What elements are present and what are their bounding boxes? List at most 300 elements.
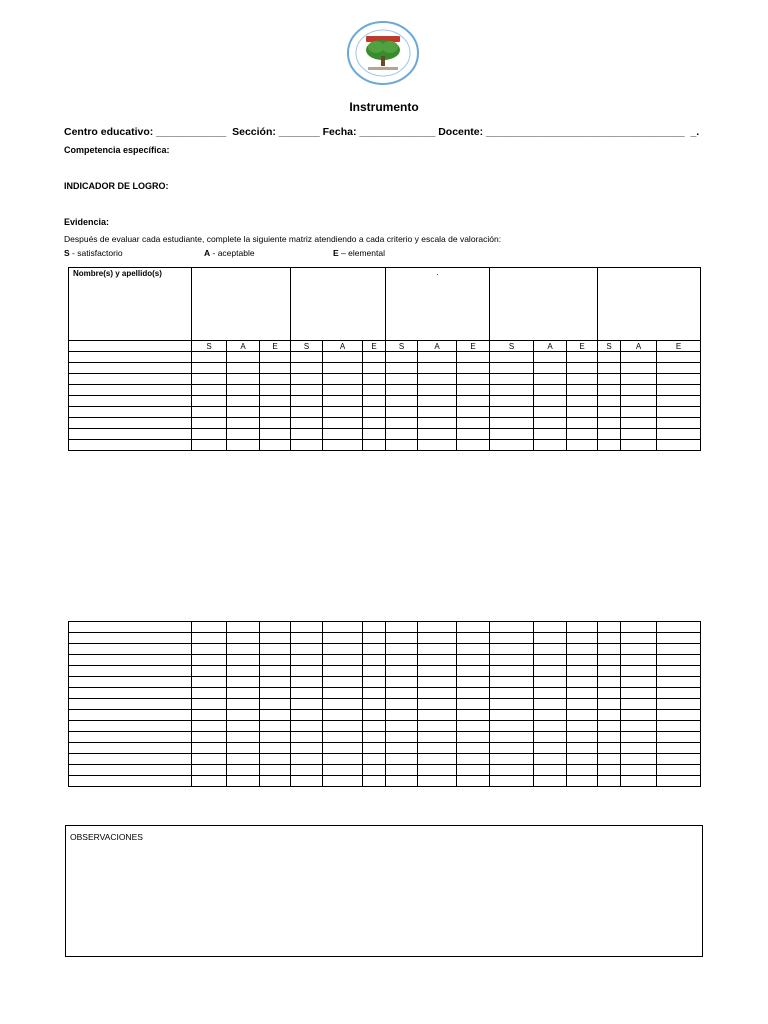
score-cell[interactable] [291, 429, 323, 440]
score-cell[interactable] [598, 666, 621, 677]
score-cell[interactable] [227, 429, 260, 440]
score-cell[interactable] [490, 732, 534, 743]
score-cell[interactable] [363, 655, 386, 666]
score-cell[interactable] [260, 732, 291, 743]
name-cell[interactable] [69, 688, 192, 699]
score-cell[interactable] [363, 418, 386, 429]
score-cell[interactable] [363, 721, 386, 732]
score-cell[interactable] [534, 363, 567, 374]
score-cell[interactable] [363, 765, 386, 776]
score-cell[interactable] [227, 688, 260, 699]
score-cell[interactable] [323, 633, 363, 644]
score-cell[interactable] [490, 429, 534, 440]
score-cell[interactable] [657, 765, 701, 776]
score-cell[interactable] [621, 688, 657, 699]
score-cell[interactable] [567, 440, 598, 451]
score-cell[interactable] [323, 622, 363, 633]
score-cell[interactable] [418, 633, 457, 644]
score-cell[interactable] [291, 688, 323, 699]
score-cell[interactable] [621, 699, 657, 710]
score-cell[interactable] [490, 776, 534, 787]
score-cell[interactable] [192, 429, 227, 440]
name-cell[interactable] [69, 363, 192, 374]
score-cell[interactable] [457, 385, 490, 396]
score-cell[interactable] [291, 677, 323, 688]
score-cell[interactable] [598, 396, 621, 407]
score-cell[interactable] [457, 765, 490, 776]
score-cell[interactable] [598, 385, 621, 396]
score-cell[interactable] [363, 440, 386, 451]
score-cell[interactable] [260, 363, 291, 374]
score-cell[interactable] [490, 655, 534, 666]
score-cell[interactable] [657, 622, 701, 633]
score-cell[interactable] [657, 710, 701, 721]
score-cell[interactable] [227, 440, 260, 451]
score-cell[interactable] [227, 765, 260, 776]
score-cell[interactable] [386, 710, 418, 721]
score-cell[interactable] [598, 732, 621, 743]
score-cell[interactable] [192, 776, 227, 787]
score-cell[interactable] [567, 721, 598, 732]
score-cell[interactable] [363, 710, 386, 721]
score-cell[interactable] [418, 699, 457, 710]
score-cell[interactable] [418, 622, 457, 633]
score-cell[interactable] [386, 743, 418, 754]
score-cell[interactable] [291, 363, 323, 374]
score-cell[interactable] [386, 374, 418, 385]
score-cell[interactable] [418, 754, 457, 765]
score-cell[interactable] [386, 622, 418, 633]
score-cell[interactable] [291, 352, 323, 363]
name-cell[interactable] [69, 352, 192, 363]
score-cell[interactable] [657, 688, 701, 699]
score-cell[interactable] [323, 418, 363, 429]
score-cell[interactable] [227, 396, 260, 407]
score-cell[interactable] [598, 622, 621, 633]
score-cell[interactable] [457, 688, 490, 699]
score-cell[interactable] [657, 666, 701, 677]
score-cell[interactable] [192, 688, 227, 699]
score-cell[interactable] [260, 776, 291, 787]
score-cell[interactable] [386, 418, 418, 429]
score-cell[interactable] [192, 732, 227, 743]
score-cell[interactable] [363, 429, 386, 440]
score-cell[interactable] [457, 396, 490, 407]
score-cell[interactable] [457, 677, 490, 688]
score-cell[interactable] [192, 407, 227, 418]
score-cell[interactable] [291, 396, 323, 407]
score-cell[interactable] [227, 407, 260, 418]
name-cell[interactable] [69, 418, 192, 429]
name-cell[interactable] [69, 732, 192, 743]
score-cell[interactable] [418, 677, 457, 688]
score-cell[interactable] [567, 418, 598, 429]
score-cell[interactable] [227, 655, 260, 666]
score-cell[interactable] [621, 633, 657, 644]
score-cell[interactable] [621, 721, 657, 732]
score-cell[interactable] [386, 407, 418, 418]
score-cell[interactable] [291, 418, 323, 429]
score-cell[interactable] [598, 776, 621, 787]
score-cell[interactable] [260, 440, 291, 451]
name-cell[interactable] [69, 699, 192, 710]
score-cell[interactable] [490, 644, 534, 655]
score-cell[interactable] [457, 732, 490, 743]
score-cell[interactable] [192, 655, 227, 666]
score-cell[interactable] [534, 407, 567, 418]
score-cell[interactable] [457, 374, 490, 385]
score-cell[interactable] [598, 688, 621, 699]
score-cell[interactable] [323, 732, 363, 743]
score-cell[interactable] [534, 374, 567, 385]
score-cell[interactable] [386, 666, 418, 677]
score-cell[interactable] [192, 677, 227, 688]
score-cell[interactable] [534, 677, 567, 688]
score-cell[interactable] [323, 352, 363, 363]
score-cell[interactable] [323, 765, 363, 776]
score-cell[interactable] [567, 363, 598, 374]
score-cell[interactable] [490, 363, 534, 374]
score-cell[interactable] [534, 440, 567, 451]
score-cell[interactable] [291, 644, 323, 655]
score-cell[interactable] [457, 440, 490, 451]
score-cell[interactable] [260, 666, 291, 677]
score-cell[interactable] [534, 633, 567, 644]
score-cell[interactable] [323, 374, 363, 385]
name-cell[interactable] [69, 743, 192, 754]
score-cell[interactable] [386, 655, 418, 666]
score-cell[interactable] [227, 677, 260, 688]
score-cell[interactable] [386, 732, 418, 743]
score-cell[interactable] [323, 688, 363, 699]
score-cell[interactable] [490, 418, 534, 429]
score-cell[interactable] [192, 418, 227, 429]
score-cell[interactable] [386, 644, 418, 655]
score-cell[interactable] [567, 776, 598, 787]
score-cell[interactable] [386, 385, 418, 396]
score-cell[interactable] [418, 721, 457, 732]
score-cell[interactable] [418, 418, 457, 429]
score-cell[interactable] [260, 633, 291, 644]
name-cell[interactable] [69, 374, 192, 385]
score-cell[interactable] [534, 710, 567, 721]
score-cell[interactable] [363, 699, 386, 710]
name-cell[interactable] [69, 765, 192, 776]
score-cell[interactable] [457, 363, 490, 374]
score-cell[interactable] [363, 622, 386, 633]
score-cell[interactable] [291, 721, 323, 732]
score-cell[interactable] [621, 374, 657, 385]
score-cell[interactable] [657, 374, 701, 385]
score-cell[interactable] [323, 677, 363, 688]
score-cell[interactable] [418, 776, 457, 787]
score-cell[interactable] [418, 688, 457, 699]
score-cell[interactable] [260, 352, 291, 363]
score-cell[interactable] [418, 710, 457, 721]
score-cell[interactable] [260, 688, 291, 699]
score-cell[interactable] [386, 754, 418, 765]
score-cell[interactable] [363, 396, 386, 407]
score-cell[interactable] [567, 429, 598, 440]
score-cell[interactable] [657, 699, 701, 710]
score-cell[interactable] [418, 429, 457, 440]
score-cell[interactable] [457, 655, 490, 666]
score-cell[interactable] [323, 385, 363, 396]
score-cell[interactable] [534, 644, 567, 655]
score-cell[interactable] [567, 765, 598, 776]
score-cell[interactable] [598, 418, 621, 429]
score-cell[interactable] [657, 732, 701, 743]
score-cell[interactable] [534, 743, 567, 754]
name-cell[interactable] [69, 721, 192, 732]
score-cell[interactable] [621, 765, 657, 776]
score-cell[interactable] [621, 407, 657, 418]
score-cell[interactable] [621, 776, 657, 787]
score-cell[interactable] [227, 633, 260, 644]
score-cell[interactable] [323, 363, 363, 374]
score-cell[interactable] [291, 622, 323, 633]
name-cell[interactable] [69, 710, 192, 721]
score-cell[interactable] [457, 352, 490, 363]
score-cell[interactable] [621, 743, 657, 754]
score-cell[interactable] [567, 385, 598, 396]
score-cell[interactable] [567, 644, 598, 655]
score-cell[interactable] [621, 666, 657, 677]
score-cell[interactable] [363, 688, 386, 699]
score-cell[interactable] [490, 754, 534, 765]
score-cell[interactable] [457, 407, 490, 418]
score-cell[interactable] [386, 765, 418, 776]
score-cell[interactable] [192, 765, 227, 776]
score-cell[interactable] [567, 622, 598, 633]
score-cell[interactable] [291, 743, 323, 754]
score-cell[interactable] [567, 407, 598, 418]
score-cell[interactable] [363, 374, 386, 385]
score-cell[interactable] [192, 622, 227, 633]
score-cell[interactable] [567, 699, 598, 710]
score-cell[interactable] [227, 622, 260, 633]
score-cell[interactable] [192, 666, 227, 677]
score-cell[interactable] [260, 710, 291, 721]
score-cell[interactable] [457, 699, 490, 710]
score-cell[interactable] [418, 363, 457, 374]
score-cell[interactable] [567, 743, 598, 754]
score-cell[interactable] [260, 429, 291, 440]
score-cell[interactable] [621, 732, 657, 743]
score-cell[interactable] [192, 743, 227, 754]
score-cell[interactable] [567, 677, 598, 688]
score-cell[interactable] [598, 440, 621, 451]
score-cell[interactable] [227, 363, 260, 374]
score-cell[interactable] [260, 721, 291, 732]
score-cell[interactable] [386, 363, 418, 374]
score-cell[interactable] [598, 754, 621, 765]
name-cell[interactable] [69, 440, 192, 451]
score-cell[interactable] [657, 677, 701, 688]
score-cell[interactable] [192, 754, 227, 765]
score-cell[interactable] [227, 699, 260, 710]
score-cell[interactable] [457, 418, 490, 429]
name-cell[interactable] [69, 776, 192, 787]
score-cell[interactable] [657, 385, 701, 396]
score-cell[interactable] [227, 776, 260, 787]
name-cell[interactable] [69, 666, 192, 677]
score-cell[interactable] [621, 655, 657, 666]
score-cell[interactable] [363, 754, 386, 765]
score-cell[interactable] [534, 396, 567, 407]
score-cell[interactable] [534, 385, 567, 396]
score-cell[interactable] [363, 644, 386, 655]
score-cell[interactable] [260, 418, 291, 429]
score-cell[interactable] [291, 633, 323, 644]
score-cell[interactable] [598, 677, 621, 688]
score-cell[interactable] [418, 440, 457, 451]
score-cell[interactable] [291, 732, 323, 743]
score-cell[interactable] [323, 666, 363, 677]
score-cell[interactable] [192, 396, 227, 407]
score-cell[interactable] [192, 633, 227, 644]
score-cell[interactable] [192, 385, 227, 396]
score-cell[interactable] [192, 440, 227, 451]
score-cell[interactable] [621, 352, 657, 363]
name-cell[interactable] [69, 396, 192, 407]
score-cell[interactable] [227, 644, 260, 655]
score-cell[interactable] [598, 363, 621, 374]
score-cell[interactable] [418, 743, 457, 754]
score-cell[interactable] [567, 396, 598, 407]
score-cell[interactable] [534, 754, 567, 765]
score-cell[interactable] [363, 732, 386, 743]
name-cell[interactable] [69, 341, 192, 352]
score-cell[interactable] [657, 644, 701, 655]
score-cell[interactable] [227, 385, 260, 396]
score-cell[interactable] [567, 374, 598, 385]
score-cell[interactable] [621, 710, 657, 721]
score-cell[interactable] [621, 754, 657, 765]
score-cell[interactable] [418, 655, 457, 666]
score-cell[interactable] [363, 776, 386, 787]
score-cell[interactable] [418, 666, 457, 677]
score-cell[interactable] [457, 429, 490, 440]
score-cell[interactable] [457, 633, 490, 644]
score-cell[interactable] [363, 633, 386, 644]
name-cell[interactable] [69, 385, 192, 396]
score-cell[interactable] [598, 644, 621, 655]
score-cell[interactable] [260, 699, 291, 710]
score-cell[interactable] [323, 644, 363, 655]
score-cell[interactable] [323, 721, 363, 732]
score-cell[interactable] [363, 363, 386, 374]
score-cell[interactable] [323, 440, 363, 451]
score-cell[interactable] [260, 677, 291, 688]
score-cell[interactable] [490, 440, 534, 451]
score-cell[interactable] [386, 352, 418, 363]
score-cell[interactable] [567, 352, 598, 363]
score-cell[interactable] [291, 374, 323, 385]
score-cell[interactable] [227, 666, 260, 677]
score-cell[interactable] [260, 385, 291, 396]
name-cell[interactable] [69, 754, 192, 765]
score-cell[interactable] [621, 363, 657, 374]
score-cell[interactable] [621, 440, 657, 451]
score-cell[interactable] [621, 622, 657, 633]
score-cell[interactable] [363, 352, 386, 363]
score-cell[interactable] [323, 396, 363, 407]
score-cell[interactable] [386, 633, 418, 644]
score-cell[interactable] [457, 666, 490, 677]
score-cell[interactable] [490, 622, 534, 633]
score-cell[interactable] [227, 721, 260, 732]
name-cell[interactable] [69, 622, 192, 633]
score-cell[interactable] [260, 754, 291, 765]
score-cell[interactable] [621, 429, 657, 440]
score-cell[interactable] [192, 352, 227, 363]
score-cell[interactable] [490, 352, 534, 363]
score-cell[interactable] [534, 732, 567, 743]
score-cell[interactable] [621, 644, 657, 655]
score-cell[interactable] [534, 418, 567, 429]
score-cell[interactable] [291, 440, 323, 451]
score-cell[interactable] [534, 622, 567, 633]
score-cell[interactable] [534, 655, 567, 666]
score-cell[interactable] [567, 655, 598, 666]
observaciones-box[interactable] [65, 825, 703, 957]
score-cell[interactable] [291, 754, 323, 765]
score-cell[interactable] [657, 776, 701, 787]
score-cell[interactable] [386, 396, 418, 407]
score-cell[interactable] [418, 396, 457, 407]
score-cell[interactable] [567, 710, 598, 721]
score-cell[interactable] [490, 765, 534, 776]
score-cell[interactable] [260, 396, 291, 407]
score-cell[interactable] [457, 743, 490, 754]
score-cell[interactable] [323, 429, 363, 440]
score-cell[interactable] [386, 440, 418, 451]
score-cell[interactable] [657, 396, 701, 407]
score-cell[interactable] [192, 363, 227, 374]
name-cell[interactable] [69, 407, 192, 418]
score-cell[interactable] [386, 429, 418, 440]
score-cell[interactable] [567, 666, 598, 677]
criterion-header[interactable] [598, 268, 701, 341]
name-cell[interactable] [69, 677, 192, 688]
score-cell[interactable] [386, 688, 418, 699]
criterion-header[interactable] [291, 268, 386, 341]
score-cell[interactable] [598, 633, 621, 644]
score-cell[interactable] [621, 418, 657, 429]
score-cell[interactable] [567, 754, 598, 765]
score-cell[interactable] [227, 754, 260, 765]
score-cell[interactable] [418, 385, 457, 396]
name-cell[interactable] [69, 429, 192, 440]
score-cell[interactable] [490, 374, 534, 385]
score-cell[interactable] [227, 743, 260, 754]
score-cell[interactable] [567, 688, 598, 699]
score-cell[interactable] [657, 352, 701, 363]
name-cell[interactable] [69, 644, 192, 655]
score-cell[interactable] [598, 721, 621, 732]
score-cell[interactable] [490, 633, 534, 644]
score-cell[interactable] [657, 633, 701, 644]
score-cell[interactable] [657, 440, 701, 451]
score-cell[interactable] [363, 385, 386, 396]
score-cell[interactable] [598, 743, 621, 754]
criterion-header[interactable] [192, 268, 291, 341]
score-cell[interactable] [657, 754, 701, 765]
score-cell[interactable] [657, 743, 701, 754]
score-cell[interactable] [418, 352, 457, 363]
score-cell[interactable] [260, 765, 291, 776]
